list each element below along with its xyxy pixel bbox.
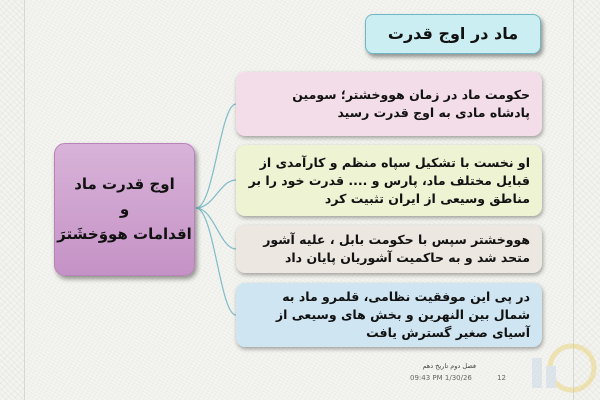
slide-title [365,14,541,54]
main-topic-box [54,143,195,276]
main-topic-text: اوج قدرت ماد و اقدامات هووَخشَترَ [57,175,192,243]
point-box [236,72,542,136]
point-text: هووخشتر سپس با حکومت بابل ، علیه آشور متحد شد و به حاکمیت آشوریان پایان داد [263,232,530,265]
watermark-logo [520,338,600,400]
point-text: او نخست با تشکیل سپاه منظم و کارآمدی از قبایل مختلف ماد، پارس و .... قدرت خود را بر مناطق وسیعی از ایران تثبیت کرد [248,154,530,206]
point-text: حکومت ماد در زمان هووخشتر؛ سومین پادشاه مادی به اوج قدرت رسید [292,87,530,120]
point-box [236,145,542,216]
page-number: 12 [497,374,506,382]
point-text: در پی این موفقیت نظامی، قلمرو ماد به شمال بین النهرین و بخش های وسیعی از آسیای صغیر گسترش یافت [275,289,530,340]
point-box [236,283,542,347]
slide-title-text: ماد در اوج قدرت [387,24,519,43]
connector-line [196,208,236,249]
footer-date: 09:43 PM 1/30/26 [410,374,472,382]
connector-line [196,104,236,208]
footer-label: فصل دوم تاریخ دهم [422,362,476,370]
point-box [236,225,542,273]
connector-line [196,208,236,315]
